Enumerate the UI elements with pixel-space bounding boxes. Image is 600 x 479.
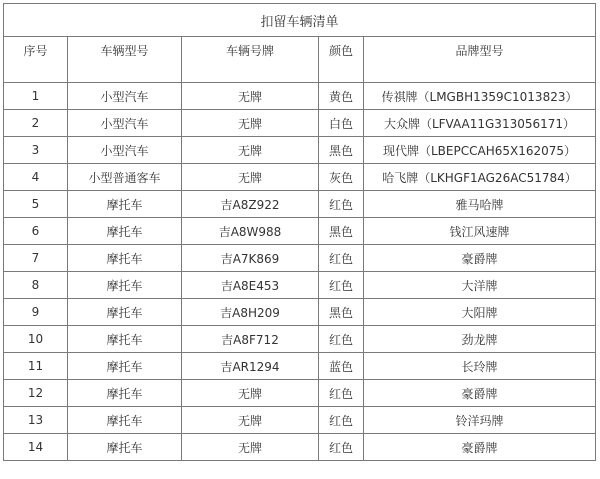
detained-vehicles-sheet [3, 3, 596, 461]
cell-vehicle-type: 摩托车 [68, 191, 182, 218]
table-row [4, 245, 596, 272]
cell-brand-model: 大阳牌 [364, 299, 596, 326]
cell-index: 2 [4, 110, 68, 137]
cell-color: 黑色 [319, 137, 364, 164]
cell-vehicle-type: 摩托车 [68, 353, 182, 380]
cell-vehicle-type: 摩托车 [68, 245, 182, 272]
table-row [4, 407, 596, 434]
cell-vehicle-type: 摩托车 [68, 218, 182, 245]
table-row [4, 299, 596, 326]
cell-plate: 无牌 [182, 380, 319, 407]
table-row [4, 272, 596, 299]
cell-vehicle-type: 摩托车 [68, 272, 182, 299]
cell-index: 4 [4, 164, 68, 191]
cell-vehicle-type: 摩托车 [68, 326, 182, 353]
cell-plate: 吉A8F712 [182, 326, 319, 353]
cell-vehicle-type: 摩托车 [68, 299, 182, 326]
cell-index: 13 [4, 407, 68, 434]
cell-vehicle-type: 小型汽车 [68, 110, 182, 137]
cell-vehicle-type: 摩托车 [68, 434, 182, 461]
detained-vehicles-table [3, 3, 596, 461]
cell-index: 3 [4, 137, 68, 164]
cell-color: 白色 [319, 110, 364, 137]
cell-brand-model: 豪爵牌 [364, 434, 596, 461]
table-row [4, 434, 596, 461]
cell-vehicle-type: 摩托车 [68, 407, 182, 434]
cell-color: 黑色 [319, 218, 364, 245]
cell-brand-model: 雅马哈牌 [364, 191, 596, 218]
cell-index: 1 [4, 83, 68, 110]
header-brand-model: 品牌型号 [364, 37, 596, 83]
header-row [4, 37, 596, 83]
header-index: 序号 [4, 37, 68, 83]
table-row [4, 83, 596, 110]
cell-color: 红色 [319, 434, 364, 461]
cell-color: 红色 [319, 407, 364, 434]
table-body [4, 83, 596, 461]
cell-plate: 无牌 [182, 110, 319, 137]
cell-vehicle-type: 小型汽车 [68, 137, 182, 164]
cell-index: 9 [4, 299, 68, 326]
table-row [4, 380, 596, 407]
header-color: 颜色 [319, 37, 364, 83]
cell-plate: 无牌 [182, 407, 319, 434]
cell-index: 11 [4, 353, 68, 380]
cell-vehicle-type: 摩托车 [68, 380, 182, 407]
cell-color: 红色 [319, 191, 364, 218]
cell-vehicle-type: 小型普通客车 [68, 164, 182, 191]
cell-vehicle-type: 小型汽车 [68, 83, 182, 110]
cell-plate: 无牌 [182, 83, 319, 110]
header-plate: 车辆号牌 [182, 37, 319, 83]
cell-brand-model: 劲龙牌 [364, 326, 596, 353]
cell-color: 黄色 [319, 83, 364, 110]
cell-brand-model: 哈飞牌（LKHGF1AG26AC51784） [364, 164, 596, 191]
cell-plate: 吉A8Z922 [182, 191, 319, 218]
cell-brand-model: 钱江风速牌 [364, 218, 596, 245]
cell-brand-model: 豪爵牌 [364, 245, 596, 272]
cell-index: 8 [4, 272, 68, 299]
cell-plate: 吉A8W988 [182, 218, 319, 245]
cell-color: 黑色 [319, 299, 364, 326]
cell-index: 6 [4, 218, 68, 245]
table-title: 扣留车辆清单 [4, 4, 596, 37]
cell-brand-model: 长玲牌 [364, 353, 596, 380]
cell-color: 红色 [319, 245, 364, 272]
cell-color: 蓝色 [319, 353, 364, 380]
cell-brand-model: 传祺牌（LMGBH1359C1013823） [364, 83, 596, 110]
cell-color: 红色 [319, 326, 364, 353]
table-row [4, 110, 596, 137]
table-row [4, 137, 596, 164]
header-vehicle-type: 车辆型号 [68, 37, 182, 83]
cell-plate: 无牌 [182, 434, 319, 461]
cell-plate: 吉A8E453 [182, 272, 319, 299]
cell-color: 灰色 [319, 164, 364, 191]
cell-index: 12 [4, 380, 68, 407]
table-row [4, 218, 596, 245]
cell-index: 7 [4, 245, 68, 272]
cell-brand-model: 大洋牌 [364, 272, 596, 299]
table-row [4, 326, 596, 353]
cell-plate: 吉AR1294 [182, 353, 319, 380]
cell-plate: 无牌 [182, 137, 319, 164]
cell-brand-model: 豪爵牌 [364, 380, 596, 407]
cell-brand-model: 铃洋玛牌 [364, 407, 596, 434]
cell-index: 5 [4, 191, 68, 218]
table-row [4, 191, 596, 218]
cell-color: 红色 [319, 380, 364, 407]
cell-plate: 吉A7K869 [182, 245, 319, 272]
title-row [4, 4, 596, 37]
table-row [4, 164, 596, 191]
cell-index: 14 [4, 434, 68, 461]
cell-brand-model: 现代牌（LBEPCCAH65X162075） [364, 137, 596, 164]
cell-plate: 无牌 [182, 164, 319, 191]
cell-index: 10 [4, 326, 68, 353]
cell-brand-model: 大众牌（LFVAA11G313056171） [364, 110, 596, 137]
cell-color: 红色 [319, 272, 364, 299]
table-row [4, 353, 596, 380]
cell-plate: 吉A8H209 [182, 299, 319, 326]
